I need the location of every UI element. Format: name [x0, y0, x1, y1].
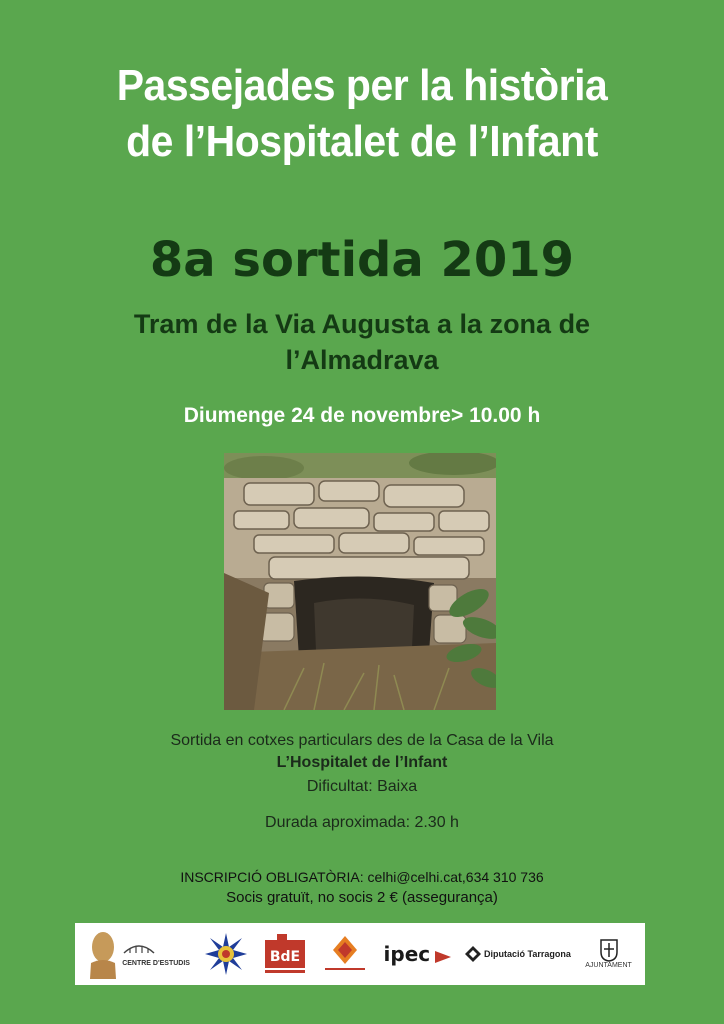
route-heading: [0, 306, 724, 378]
ipec-logo: [384, 927, 451, 981]
bde-mark: [263, 932, 307, 976]
difficulty-info: Dificultat: Baixa: [306, 778, 418, 795]
departure-place: L’Hospitalet de l’Infant: [276, 754, 448, 771]
star-emblem-icon: [204, 932, 248, 976]
registration-info: INSCRIPCIÓ OBLIGATÒRIA: celhi@celhi.cat,634 310 736: [180, 869, 544, 885]
route-line-2: l’Almadrava: [285, 345, 439, 375]
poster-title: [25, 58, 698, 170]
bust-icon: [88, 929, 118, 979]
route-line-1: Tram de la Via Augusta a la zona de: [133, 309, 591, 339]
stone-culvert-photo: [224, 453, 496, 710]
event-date: Diumenge 24 de novembre> 10.00 h: [183, 404, 541, 427]
sponsor-logos-bar: [75, 923, 645, 985]
diputacio-logo-text: Diputació Tarragona: [483, 949, 571, 959]
diputacio-logo: [465, 927, 571, 981]
departure-info: Sortida en cotxes particulars des de la Casa de la Vila: [170, 732, 554, 749]
ipec-logo-text: ipec: [383, 942, 431, 966]
star-emblem-logo: [204, 927, 248, 981]
ajuntament-logo-text: AJUNTAMENT: [585, 962, 632, 969]
title-line-2: de l’Hospitalet de l’Infant: [126, 117, 598, 166]
duration-info: Durada aproximada: 2.30 h: [265, 814, 459, 831]
bde-logo-text: BdE: [269, 949, 300, 965]
ramon-muntaner-logo: [321, 927, 369, 981]
ipec-flag-icon: [435, 949, 451, 965]
celhi-logo-text: CENTRE D'ESTUDIS: [122, 959, 190, 967]
price-info: Socis gratuït, no socis 2 € (assegurança): [226, 889, 498, 906]
diputacio-emblem-icon: [465, 946, 481, 962]
photo-illustration: [224, 453, 496, 710]
diamond-icon: [321, 932, 369, 976]
title-line-1: Passejades per la història: [116, 61, 608, 110]
bde-logo: [263, 927, 307, 981]
celhi-logo: [88, 927, 190, 981]
coat-of-arms-icon: [599, 938, 619, 962]
building-icon: [122, 941, 156, 955]
ajuntament-logo: [585, 927, 632, 981]
outing-number: 8a sortida 2019: [149, 232, 575, 288]
